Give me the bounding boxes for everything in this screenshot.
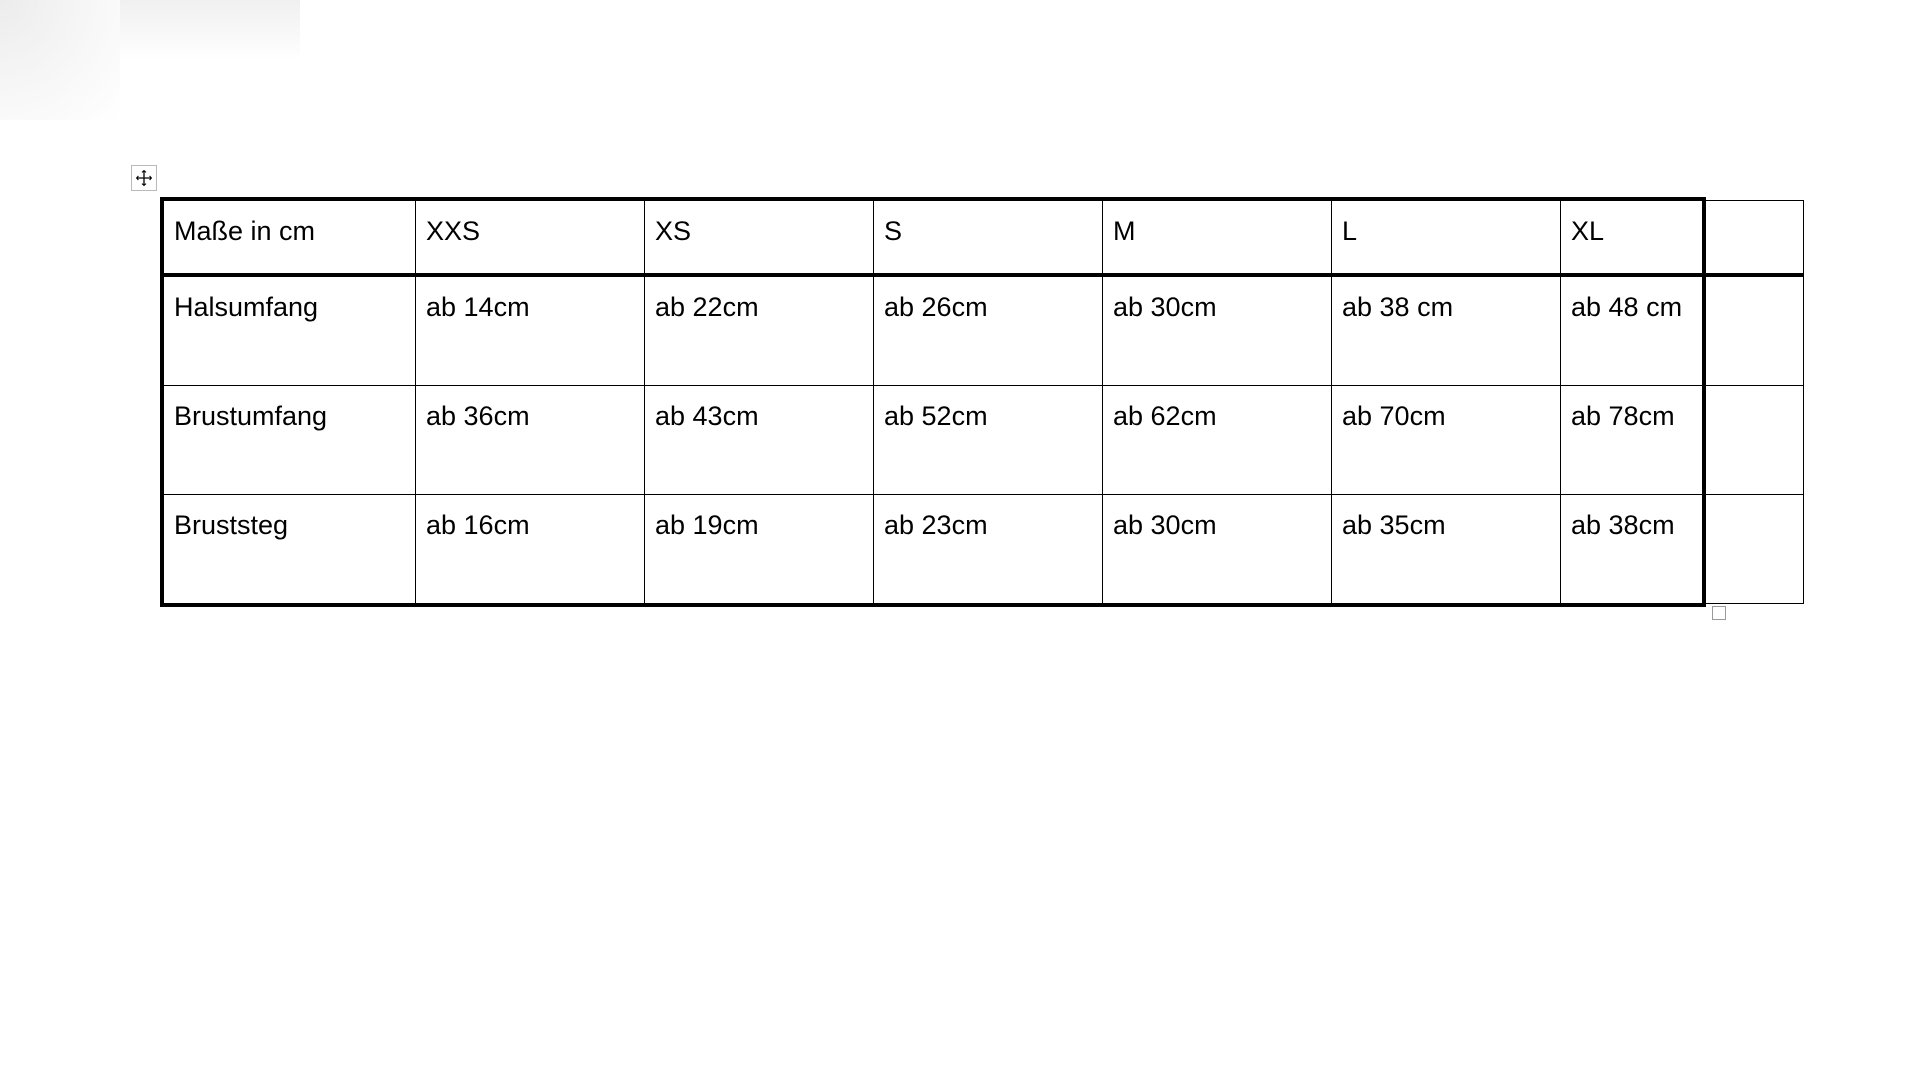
header-cell-s: S bbox=[874, 201, 1103, 276]
row-label-brustumfang: Brustumfang bbox=[164, 386, 416, 495]
header-cell-l: L bbox=[1332, 201, 1561, 276]
header-cell-measure: Maße in cm bbox=[164, 201, 416, 276]
table-row bbox=[164, 275, 1804, 386]
header-cell-xl: XL bbox=[1561, 201, 1804, 276]
table-resize-handle[interactable] bbox=[1712, 606, 1726, 620]
header-cell-m: M bbox=[1103, 201, 1332, 276]
table-row bbox=[164, 495, 1804, 604]
cell-brustumfang-xxs: ab 36cm bbox=[416, 386, 645, 495]
cell-brustumfang-l: ab 70cm bbox=[1332, 386, 1561, 495]
cell-bruststeg-l: ab 35cm bbox=[1332, 495, 1561, 604]
cell-brustumfang-m: ab 62cm bbox=[1103, 386, 1332, 495]
table-row bbox=[164, 386, 1804, 495]
header-cell-xs: XS bbox=[645, 201, 874, 276]
size-table bbox=[163, 200, 1804, 604]
cell-halsumfang-s: ab 26cm bbox=[874, 275, 1103, 386]
row-label-bruststeg: Bruststeg bbox=[164, 495, 416, 604]
page-corner-shading-secondary bbox=[0, 0, 120, 120]
cell-bruststeg-s: ab 23cm bbox=[874, 495, 1103, 604]
cell-brustumfang-s: ab 52cm bbox=[874, 386, 1103, 495]
header-cell-xxs: XXS bbox=[416, 201, 645, 276]
cell-halsumfang-xs: ab 22cm bbox=[645, 275, 874, 386]
cell-halsumfang-xxs: ab 14cm bbox=[416, 275, 645, 386]
cell-bruststeg-m: ab 30cm bbox=[1103, 495, 1332, 604]
size-table-container bbox=[163, 200, 1703, 604]
move-cross-icon bbox=[136, 170, 152, 186]
row-label-halsumfang: Halsumfang bbox=[164, 275, 416, 386]
cell-brustumfang-xs: ab 43cm bbox=[645, 386, 874, 495]
cell-halsumfang-l: ab 38 cm bbox=[1332, 275, 1561, 386]
cell-bruststeg-xs: ab 19cm bbox=[645, 495, 874, 604]
cell-halsumfang-m: ab 30cm bbox=[1103, 275, 1332, 386]
cell-brustumfang-xl: ab 78cm bbox=[1561, 386, 1804, 495]
table-move-handle[interactable] bbox=[131, 165, 157, 191]
cell-halsumfang-xl: ab 48 cm bbox=[1561, 275, 1804, 386]
table-header-row bbox=[164, 201, 1804, 276]
cell-bruststeg-xl: ab 38cm bbox=[1561, 495, 1804, 604]
cell-bruststeg-xxs: ab 16cm bbox=[416, 495, 645, 604]
